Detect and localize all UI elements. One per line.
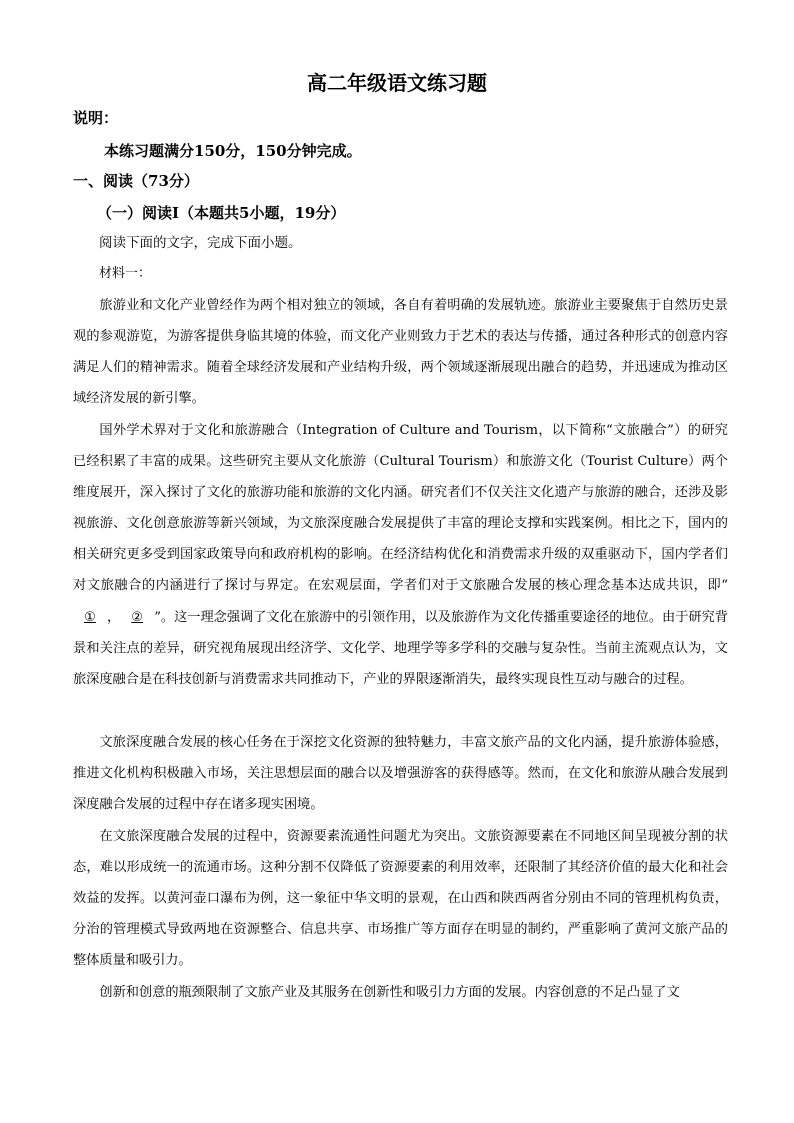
paragraph-2-separator: ， [107, 609, 121, 625]
note-text: 本练习题满分150分，150分钟完成。 [104, 142, 362, 160]
paragraph-2-part-2: ”。这一理念强调了文化在旅游中的引领作用，以及旅游作为文化传播重要途径的地位。由于研究背景和关注点的差异，研究视角展现出经济学、文化学、地理学等多学科的交融与复杂性。当前主流观点认为，文旅深度融合是在科技创新与消费需求共同推动下，产业的界限逐渐消失，最终实现良性互动与融合的过程。 [73, 609, 728, 687]
subsection-heading: （一）阅读Ⅰ（本题共5小题，19分） [97, 204, 346, 222]
paragraph-5: 创新和创意的瓶颈限制了文旅产业及其服务在创新性和吸引力方面的发展。内容创意的不足凸显了文 [99, 985, 680, 1000]
material-label: 材料一： [99, 266, 152, 281]
section-heading: 一、阅读（73分） [73, 172, 199, 190]
paragraph-3: 文旅深度融合发展的核心任务在于深挖文化资源的独特魅力，丰富文旅产品的文化内涵，提升旅游体验感，推进文化机构积极融入市场，关注思想层面的融合以及增强游客的获得感等。然而，在文化和旅游从融合发展到深度融合发展的过程中存在诸多现实困境。 [73, 735, 728, 813]
instruction-text: 阅读下面的文字，完成下面小题。 [99, 235, 302, 251]
paragraph-2 [73, 415, 728, 695]
blank-1: ① [84, 609, 96, 625]
paragraph-2-part-1: 国外学术界对于文化和旅游融合（Integration of Culture and Tourism，以下简称“文旅融合”）的研究已经积累了丰富的成果。这些研究主要从文化旅游（Cultural Tourism）和旅游文化（Tourist Culture）两个维度展开，深入探讨了文化的旅游功能和旅游的文化内涵。研究者们不仅关注文化遗产与旅游的融合，还涉及影视旅游、文化创意旅游等新兴领域，为文旅深度融合发展提供了丰富的理论支撑和实践案例。相比之下，国内的相关研究更多受到国家政策导向和政府机构的影响。在经济结构优化和消费需求升级的双重驱动下，国内学者们对文旅融合的内涵进行了探讨与界定。在宏观层面，学者们对于文旅融合发展的核心理念基本达成共识，即“ [73, 423, 728, 594]
blank-2: ② [131, 609, 144, 625]
page-title: 高二年级语文练习题 [307, 71, 487, 95]
paragraph-4: 在文旅深度融合发展的过程中，资源要素流通性问题尤为突出。文旅资源要素在不同地区间呈现被分割的状态，难以形成统一的流通市场。这种分割不仅降低了资源要素的利用效率，还限制了其经济价值的最大化和社会效益的发挥。以黄河壶口瀑布为例，这一象征中华文明的景观，在山西和陕西两省分别由不同的管理机构负责，分治的管理模式导致两地在资源整合、信息共享、市场推广等方面存在明显的制约，严重影响了黄河文旅产品的整体质量和吸引力。 [73, 829, 728, 969]
note-label: 说明： [73, 109, 119, 127]
paragraph-1: 旅游业和文化产业曾经作为两个相对独立的领域，各自有着明确的发展轨迹。旅游业主要聚焦于自然历史景观的参观游览，为游客提供身临其境的体验，而文化产业则致力于艺术的表达与传播，通过各种形式的创意内容满足人们的精神需求。随着全球经济发展和产业结构升级，两个领域逐渐展现出融合的趋势，并迅速成为推动区域经济发展的新引擎。 [73, 298, 728, 407]
